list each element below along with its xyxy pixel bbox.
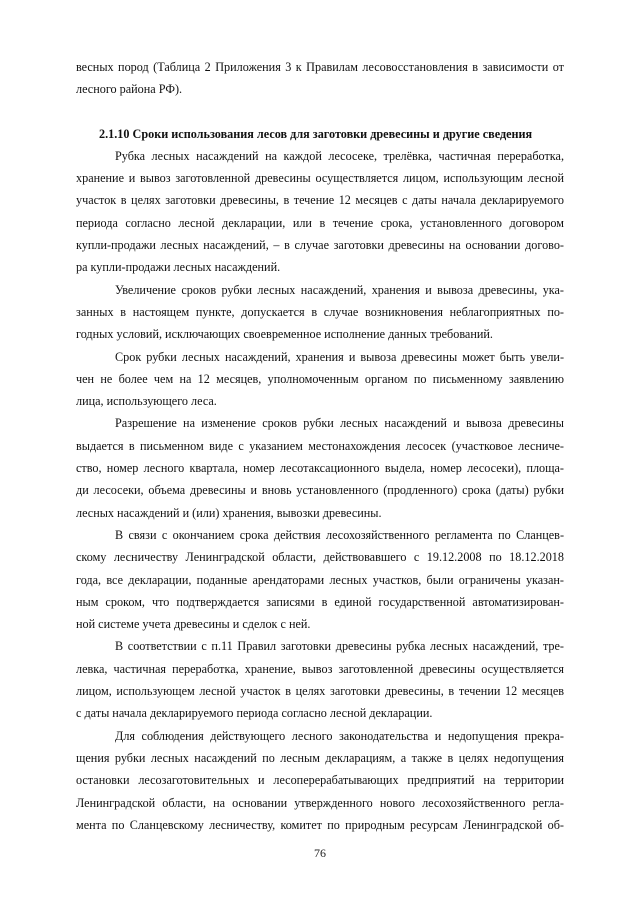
text-line: остановки лесозаготовительных и лесоперерабатывающих предприятий на территории bbox=[76, 773, 564, 788]
paragraph bbox=[76, 524, 564, 635]
text-line: В соответствии с п.11 Правил заготовки древесины рубка лесных насаждений, тре- bbox=[115, 639, 564, 654]
text-line: участок в целях заготовки древесины, в течение 12 месяцев с даты начала декларируемого bbox=[76, 193, 564, 208]
text-line: купли-продажи лесных насаждений, – в случае заготовки древесины на основании догово- bbox=[76, 238, 564, 253]
section-body bbox=[76, 145, 564, 836]
text-line: мента по Сланцевскому лесничеству, комитет по природным ресурсам Ленинградской об- bbox=[76, 817, 564, 832]
paragraph bbox=[76, 635, 564, 724]
text-line: с даты начала декларируемого периода согласно лесной декларации. bbox=[76, 706, 433, 721]
text-line: чен не более чем на 12 месяцев, уполномоченным органом по письменному заявлению bbox=[76, 371, 564, 386]
paragraph bbox=[76, 412, 564, 523]
text-line: щения рубки лесных насаждений по лесным декларациям, а также в целях недопущения bbox=[76, 750, 564, 765]
text-line: лесного района РФ). bbox=[76, 82, 183, 97]
section-heading: 2.1.10 Сроки использования лесов для заготовки древесины и другие сведения bbox=[99, 126, 533, 141]
text-line: занных в настоящем пункте, допускается в случае возникновения неблагоприятных по- bbox=[76, 304, 564, 319]
page-number: 76 bbox=[314, 846, 326, 860]
text-line: выдается в письменном виде с указанием местонахождения лесосек (участковое лесниче- bbox=[76, 438, 564, 453]
text-line: весных пород (Таблица 2 Приложения 3 к Правилам лесовосстановления в зависимости от bbox=[76, 60, 564, 74]
text-line: ра купли-продажи лесных насаждений. bbox=[76, 260, 281, 275]
text-line: ной системе учета древесины и сделок с ней. bbox=[76, 617, 311, 632]
text-line: левка, частичная переработка, хранение, вывоз заготовленной древесины осуществляется bbox=[76, 661, 564, 676]
paragraph bbox=[76, 279, 564, 346]
paragraph bbox=[76, 145, 564, 279]
text-line: Для соблюдения действующего лесного законодательства и недопущения прекра- bbox=[115, 728, 564, 743]
text-line: Рубка лесных насаждений на каждой лесосеке, трелёвка, частичная переработка, bbox=[115, 148, 564, 163]
text-line: лица, использующего леса. bbox=[76, 394, 217, 409]
document-page bbox=[76, 56, 564, 836]
text-line: лесных насаждений и (или) хранения, вывозки древесины. bbox=[76, 505, 382, 520]
text-line: ным сроком, что подтверждается записями в единой государственной автоматизирован- bbox=[76, 594, 564, 609]
text-line: ство, номер лесного квартала, номер лесотаксационного выдела, номер лесосеки), площа- bbox=[76, 461, 564, 476]
text-line: скому лесничеству Ленинградской области, действовавшего с 19.12.2008 по 18.12.2018 bbox=[76, 550, 564, 565]
text-line: года, все декларации, поданные арендаторами лесных участков, были ограничены указан- bbox=[76, 572, 564, 587]
text-line: хранение и вывоз заготовленной древесины осуществляется лицом, использующим лесной bbox=[76, 171, 564, 186]
paragraph bbox=[76, 725, 564, 836]
text-line: В связи с окончанием срока действия лесохозяйственного регламента по Сланцев- bbox=[115, 527, 564, 542]
text-line: Разрешение на изменение сроков рубки лесных насаждений и вывоза древесины bbox=[115, 416, 564, 431]
text-line: Увеличение сроков рубки лесных насаждений, хранения и вывоза древесины, ука- bbox=[115, 282, 564, 297]
text-line: лицом, использующем лесной участок в целях заготовки древесины, в течении 12 месяцев bbox=[76, 684, 564, 699]
text-line: годных условий, исключающих своевременное исполнение данных требований. bbox=[76, 327, 493, 342]
text-line: периода согласно лесной декларации, или в течение срока, установленного договором bbox=[76, 215, 564, 230]
intro-paragraph bbox=[76, 56, 564, 101]
text-line: Срок рубки лесных насаждений, хранения и вывоза древесины может быть увели- bbox=[115, 349, 564, 364]
paragraph bbox=[76, 346, 564, 413]
text-line: ди лесосеки, объема древесины и вновь установленного (продленного) срока (даты) рубки bbox=[76, 483, 564, 498]
text-line: Ленинградской области, на основании утвержденного нового лесохозяйственного регла- bbox=[76, 795, 564, 810]
